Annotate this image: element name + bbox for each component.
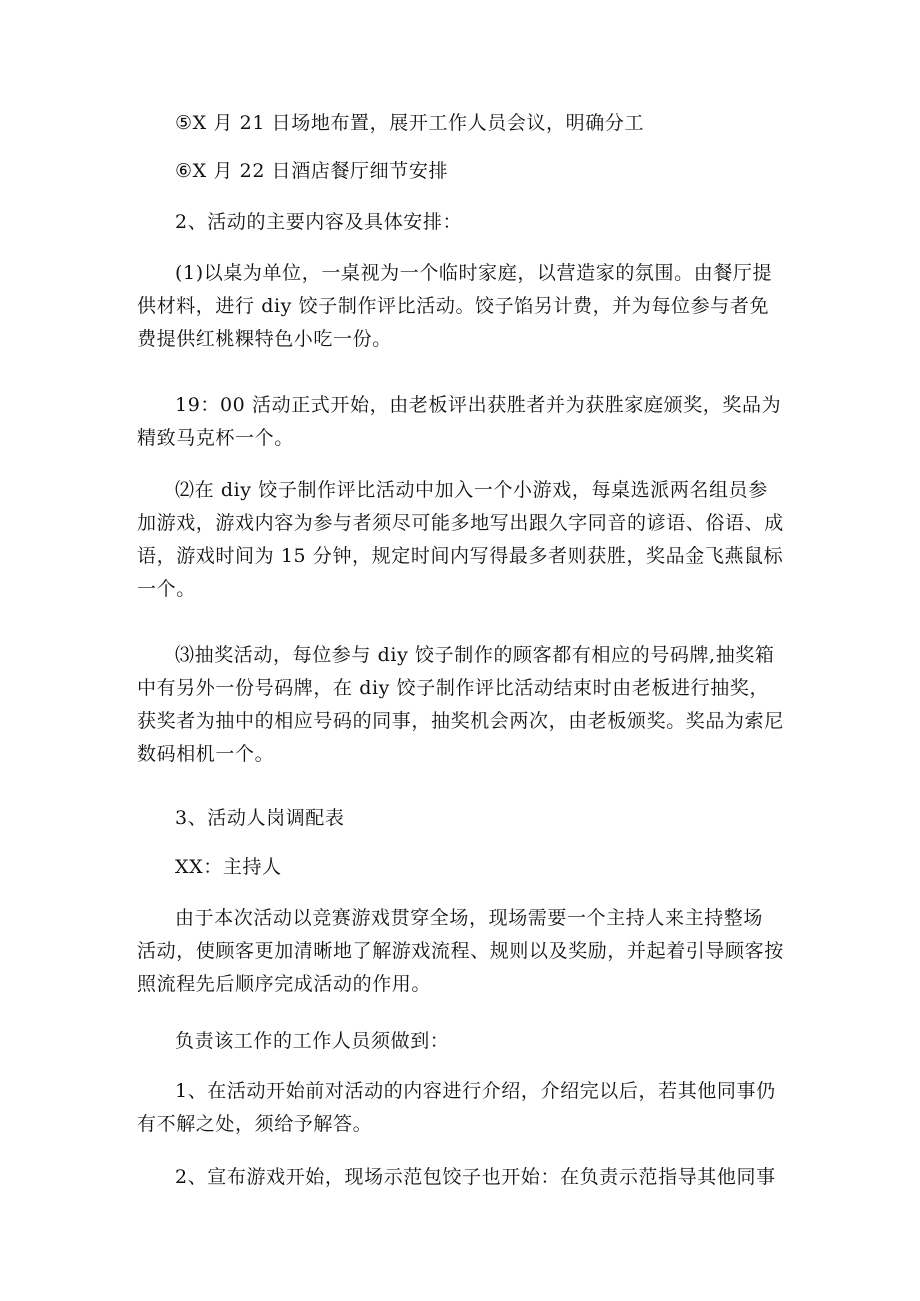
text-line: ⑥X 月 22 日酒店餐厅细节安排 <box>175 160 449 182</box>
text-line: 语，游戏时间为 15 分钟，规定时间内写得最多者则获胜，奖品金飞燕鼠标 <box>137 545 784 567</box>
text-line: 由于本次活动以竞赛游戏贯穿全场，现场需要一个主持人来主持整场 <box>175 907 764 929</box>
text-line: 获奖者为抽中的相应号码的同事，抽奖机会两次，由老板颁奖。奖品为索尼 <box>137 710 784 732</box>
text-line: 2、宣布游戏开始，现场示范包饺子也开始：在负责示范指导其他同事 <box>175 1166 776 1188</box>
paragraph-duties-intro <box>137 1025 789 1058</box>
text-line: ⑶抽奖活动，每位参与 diy 饺子制作的顾客都有相应的号码牌,抽奖箱 <box>175 644 775 666</box>
text-line: 加游戏，游戏内容为参与者须尽可能多地写出跟久字同音的谚语、俗语、成 <box>137 512 784 534</box>
paragraph-activity-1 <box>137 257 789 356</box>
paragraph-start-time <box>137 389 789 455</box>
schedule-item-6 <box>137 155 789 188</box>
text-line: 费提供红桃粿特色小吃一份。 <box>137 328 392 350</box>
text-line: ⑵在 diy 饺子制作评比活动中加入一个小游戏，每桌选派两名组员参 <box>175 479 768 501</box>
text-line: 2、活动的主要内容及具体安排： <box>175 211 463 233</box>
text-line: 数码相机一个。 <box>137 743 275 765</box>
paragraph-duty-2 <box>137 1161 789 1194</box>
text-line: XX：主持人 <box>175 856 282 878</box>
schedule-item-5 <box>137 107 789 140</box>
text-line: 负责该工作的工作人员须做到： <box>175 1030 450 1052</box>
text-line: 精致马克杯一个。 <box>137 427 294 449</box>
text-line: 有不解之处，须给予解答。 <box>137 1113 373 1135</box>
text-line: 供材料，进行 diy 饺子制作评比活动。饺子馅另计费，并为每位参与者免 <box>137 295 770 317</box>
paragraph-activity-2 <box>137 474 789 606</box>
text-line: 活动，使顾客更加清晰地了解游戏流程、规则以及奖励，并起着引导顾客按 <box>137 940 784 962</box>
section-heading-2 <box>137 206 789 239</box>
role-host-title <box>137 851 789 884</box>
paragraph-duty-1 <box>137 1075 789 1141</box>
text-line: 19：00 活动正式开始，由老板评出获胜者并为获胜家庭颁奖，奖品为 <box>175 394 782 416</box>
paragraph-activity-3 <box>137 639 789 771</box>
text-line: 中有另外一份号码牌，在 diy 饺子制作评比活动结束时由老板进行抽奖， <box>137 677 770 699</box>
text-line: ⑤X 月 21 日场地布置，展开工作人员会议，明确分工 <box>175 112 645 134</box>
section-heading-3 <box>137 802 789 835</box>
paragraph-host-role <box>137 902 789 1001</box>
text-line: (1)以桌为单位，一桌视为一个临时家庭，以营造家的氛围。由餐厅提 <box>175 262 773 284</box>
text-line: 照流程先后顺序完成活动的作用。 <box>137 973 432 995</box>
text-line: 1、在活动开始前对活动的内容进行介绍，介绍完以后，若其他同事仍 <box>175 1080 776 1102</box>
text-line: 3、活动人岗调配表 <box>175 807 345 829</box>
text-line: 一个。 <box>137 578 196 600</box>
